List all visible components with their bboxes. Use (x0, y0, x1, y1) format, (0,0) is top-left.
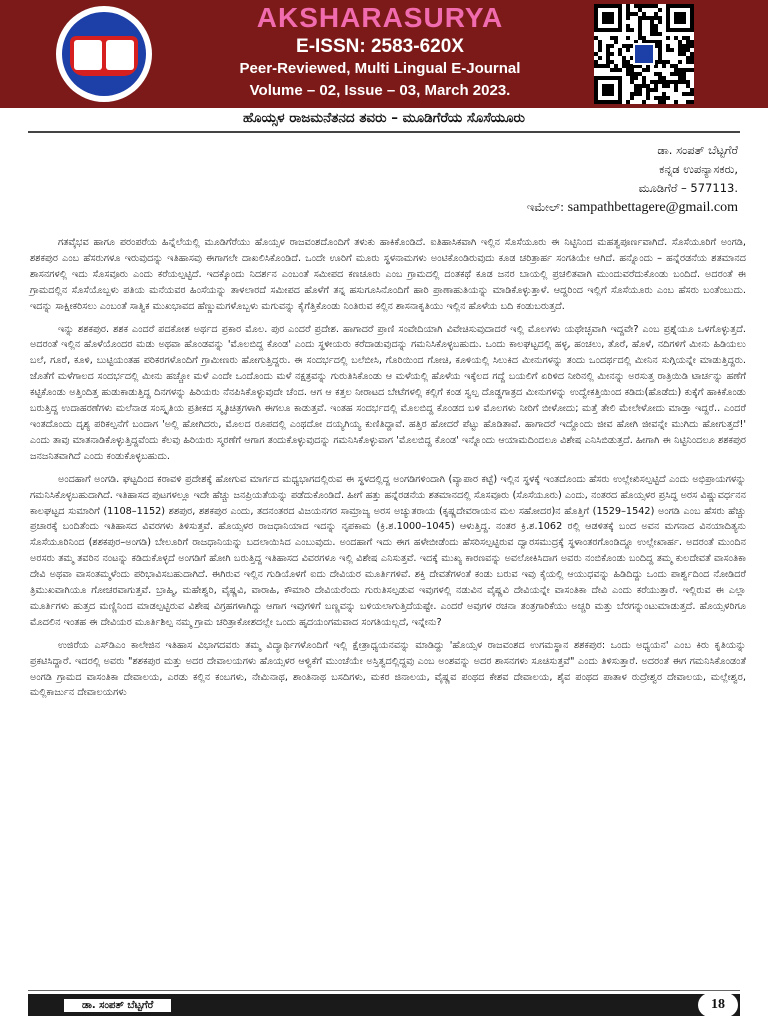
author-designation: ಕನ್ನಡ ಉಪನ್ಯಾಸಕರು, (659, 162, 738, 176)
author-byline (527, 141, 738, 217)
logo-page-right (106, 40, 134, 70)
journal-volume: Volume – 02, Issue – 03, March 2023. (249, 82, 511, 99)
body-paragraph: ಉಜಿರೆಯ ಎಸ್‌ಡಿಎಂ ಕಾಲೇಜಿನ ಇತಿಹಾಸ ವಿಭಾಗದವರು ತಮ್ಮ ವಿದ್ಯಾರ್ಥಿಗಳೊಂದಿಗೆ ಇಲ್ಲಿ ಕ್ಷೇತ್ರಾಧ್ಯಯನವನ್ನು ಮಾಡಿದ್ದು 'ಹೊಯ್ಸಳ ರಾಜವಂಶದ ಉಗಮಸ್ಥಾನ ಶಶಕಪುರ: ಒಂದು ಅಧ್ಯಯನ' ಎಂಬ ಕಿರು ಕೃತಿಯನ್ನು ಪ್ರಕಟಿಸಿದ್ದಾರೆ. ಇದರಲ್ಲಿ ಅವರು "ಶಶಕಪುರ ಮತ್ತು ಅದರ ದೇವಾಲಯಗಳು ಹೊಯ್ಸಳರ ಆಳ್ವಿಕೆಗೆ ಮುಂಚೆಯೇ ಅಸ್ತಿತ್ವದಲ್ಲಿದ್ದವು ಎಂಬ ಅಂಶವನ್ನು ಅದರ ಶಾಸನಗಳು ಸೂಚಿಸುತ್ತವೆ" ಎಂದು ತಿಳಿಸುತ್ತಾರೆ. ಅದರಂತೆ ಈಗ ಗಮನಿಸಿಕೊಂಡಂತೆ ಅಂಗಡಿ ಗ್ರಾಮದ ವಾಸಂತಿಕಾ ದೇವಾಲಯ, ಎರಡು ಕಲ್ಲಿನ ಕಂಬಗಳು, ನೇಮಿನಾಥ, ಶಾಂತಿನಾಥ ಬಸದಿಗಳು, ಮಕರ ಜಿನಾಲಯ, ವೈಷ್ಣವ ಪಂಥದ ಕೇಶವ ದೇವಾಲಯ, ಶೈವ ಪಂಥದ ಪಾತಾಳ ರುದ್ರೇಶ್ವರ ದೇವಾಲಯ, ಮಲ್ಲೇಶ್ವರ, ಮಲ್ಲಿಕಾರ್ಜುನ ದೇವಾಲಯಗಳು (30, 639, 746, 699)
email-label: ಇಮೇಲ್: (526, 200, 564, 214)
author-name: ಡಾ. ಸಂಪತ್ ಬೆಟ್ಟಗೆರೆ (657, 143, 738, 157)
email-address[interactable]: sampathbettagere@gmail.com (567, 200, 738, 215)
footer-divider (28, 990, 740, 991)
footer-author: ಡಾ. ಸಂಪತ್ ಬೆಟ್ಟಗೆರೆ (64, 999, 171, 1012)
author-email-row (527, 198, 738, 217)
journal-tagline: Peer-Reviewed, Multi Lingual E-Journal (239, 60, 521, 77)
author-place: ಮೂಡಿಗೆರೆ – 577113. (638, 181, 738, 195)
body-paragraph: ಅಂದಹಾಗೆ ಅಂಗಡಿ. ಘಟ್ಟದಿಂದ ಕರಾವಳಿ ಪ್ರದೇಶಕ್ಕೆ ಹೋಗುವ ಮಾರ್ಗದ ಮಧ್ಯಭಾಗದಲ್ಲಿರುವ ಈ ಸ್ಥಳದಲ್ಲಿದ್ದ ಅಂಗಡಿಗಳಿಂದಾಗಿ (ವ್ಯಾಪಾರ ಕಟ್ಟೆ) ಇಲ್ಲಿನ ಸ್ಥಳಕ್ಕೆ ಇಂತದೊಂದು ಹೆಸರು ಉಲ್ಲೇಖಿಸಲ್ಪಟ್ಟಿದೆ ಎಂದು ಅಭಿಪ್ರಾಯಗಳನ್ನು ಗಮನಿಸಿಕೊಳ್ಳಬಹುದಾಗಿದೆ. ಇತಿಹಾಸದ ಪುಟಗಳಲ್ಲೂ ಇದೇ ಹೆಚ್ಚು ಜನಪ್ರಿಯತೆಯನ್ನು ಪಡೆದುಕೊಂಡಿದೆ. ಹೀಗೆ ಹತ್ತು ಹನ್ನೆರಡನೆಯ ಶತಮಾನದಲ್ಲಿ ಸೊಸವೂರು (ಸೊಸೆಯೂರು) ಎಂದು, ನಂತರದ ಹೊಯ್ಸಳರ ಪ್ರಸಿದ್ಧ ಅರಸ ವಿಷ್ಣುವರ್ಧನನ ಕಾಲಘಟ್ಟದ ಸುಮಾರಿಗೆ (1108–1152) ಶಶಪುರ, ಶಶಕಪುರ ಎಂದು, ತದನಂತರದ ವಿಜಯನಗರ ಸಾಮ್ರಾಜ್ಯ ಅರಸ ಅಚ್ಯುತರಾಯ (ಕೃಷ್ಣದೇವರಾಯನ ಮಲ ಸಹೋದರ)ನ ಹೊತ್ತಿಗೆ (1529–1542) ಅಂಗಡಿ ಎಂಬ ಹೆಸರು ಹೆಚ್ಚು ಪ್ರಚಾರಕ್ಕೆ ಬಂದಿತೆಂದು ಇತಿಹಾಸದ ವಿವರಗಳು ತಿಳಿಸುತ್ತವೆ. ಹೊಯ್ಸಳರ ರಾಜಧಾನಿಯಾದ ಇದನ್ನು ನೃಪಕಾಮ (ಕ್ರಿ.ಶ.1000–1045) ಆಳುತ್ತಿದ್ದ. ನಂತರ ಕ್ರಿ.ಶ.1062 ರಲ್ಲಿ ಆಡಳಿತಕ್ಕೆ ಬಂದ ಅವನ ಮಗನಾದ ವಿನಯಾದಿತ್ಯನು ಸೊಸೆಯೂರಿನಿಂದ (ಶಶಕಪುರ–ಅಂಗಡಿ) ಬೇಲೂರಿಗೆ ರಾಜಧಾನಿಯನ್ನು ಬದಲಾಯಿಸಿದ ಎಂಬುವುದು. ಅಂದಹಾಗೆ ಇದು ಈಗ ಹಳೇಬೀಡೆಂದು ಹೆಸರಿಸಲ್ಪಟ್ಟಿರುವ ದ್ವಾರಸಮುದ್ರಕ್ಕೆ ಸ್ಥಳಾಂತರಗೊಂಡಿದ್ದೂ ಉಲ್ಲೇಖಾರ್ಹ. ಅದರಂತೆ ಮುಂದಿನ ಅರಸರು ತಮ್ಮ ತವರಿನ ನಂಟನ್ನು ಕಡಿದುಕೊಳ್ಳದೆ ಅಂಗಡಿಗೆ ಹೋಗಿ ಬರುತ್ತಿದ್ದ ಇತಿಹಾಸದ ವಿವರಗಳೂ ಇಲ್ಲಿ ವಿಶೇಷ ಎನಿಸುತ್ತವೆ. ಇದಕ್ಕೆ ಮುಖ್ಯ ಕಾರಣವನ್ನು ಅವಲೋಕಿಸಿದಾಗ ಅವರು ನಂಬಿಕೊಂಡು ಬಂದಿದ್ದ ತಮ್ಮ ಕುಲದೇವತೆ ವಾಸಂತಿಕಾ ದೇವಿ ಅಥವಾ ವಾಸಂತಮ್ಮಳೆಂದು ಪರಿಭಾವಿಸಬಹುದಾಗಿದೆ. ಈಗಿರುವ ಇಲ್ಲಿನ ಗುಡಿಯೊಳಗೆ ಐದು ದೇವಿಯರ ಮೂರ್ತಿಗಳಿವೆ. ಶಕ್ತಿ ದೇವತೆಗಳಂತೆ ಕಂಡು ಬರುವ ಇವು ಕೈಯಲ್ಲಿ ಆಯುಧವನ್ನು ಹಿಡಿದಿದ್ದು ಒಂದು ಪಾರ್ಶ್ವದಿಂದ ನೋಡಿದರೆ ತ್ರಿಮುಖವಾಗಿಯೂ ಗೋಚರವಾಗುತ್ತವೆ. ಬ್ರಾಹ್ಮಿ, ಮಹೇಶ್ವರಿ, ವೈಷ್ಣವಿ, ವಾರಾಹಿ, ಕೌಮಾರಿ ದೇವಿಯರೆಂದು ಗುರುತಿಸಲ್ಪಡುವ ಇವುಗಳಲ್ಲಿ ನಡುವಿನ ವೈಷ್ಣವಿ ದೇವಿಯನ್ನೇ ವಾಸಂತಿಕಾ ದೇವಿ ಎಂದು ಕರೆಯುತ್ತಾರೆ. ಇಲ್ಲಿರುವ ಈ ಎಲ್ಲಾ ಮೂರ್ತಿಗಳು ಹುತ್ತದ ಮಣ್ಣಿನಿಂದ ಮಾಡಲ್ಪಟ್ಟಿರುವ ವಿಶೇಷ ವಿಗ್ರಹಗಳಾಗಿದ್ದು ಆಗಾಗ ಇವುಗಳಿಗೆ ಬಣ್ಣವನ್ನು ಬಳಿಯಲಾಗುತ್ತಿದೆಯಷ್ಟೇ. ಎಂದರೆ ಅವುಗಳ ರಚನಾ ತಂತ್ರಗಾರಿಕೆಯು ಅಚ್ಚರಿ ಮತ್ತು ಬೆರಗನ್ನುಂಟುಮಾಡುತ್ತದೆ. ಹೊಯ್ಸಳರಿಗೂ ಮೊದಲಿನ ಇಂತಹ ಈ ದೇವಿಯರ ಮೂರ್ತಿಶಿಲ್ಪ ನಮ್ಮ ಗ್ರಾಮ ಚರಿತ್ರಾಕೋಶದಲ್ಲೇ ಒಂದು ಹೃದಯಂಗಮವಾದ ಸಂಗತಿಯಲ್ಲದೆ, ಇನ್ನೇನು? (30, 473, 746, 628)
journal-name: AKSHARASURYA (256, 2, 504, 33)
article-body (30, 235, 746, 708)
journal-issn: E-ISSN: 2583-620X (296, 36, 464, 57)
logo-page-left (74, 40, 102, 70)
body-paragraph: ಗತವೈಭವ ಹಾಗೂ ಪರಂಪರೆಯ ಹಿನ್ನೆಲೆಯಲ್ಲಿ ಮೂಡಿಗೆರೆಯು ಹೊಯ್ಸಳ ರಾಜವಂಶದೊಂದಿಗೆ ತಳುಕು ಹಾಕಿಕೊಂಡಿದೆ. ಐತಿಹಾಸಿಕವಾಗಿ ಇಲ್ಲಿನ ಸೊಸೆಯೂರು ಈ ನಿಟ್ಟಿನಿಂದ ಮಹತ್ವಪೂರ್ಣವಾಗಿದೆ. ಸೊಸೆಯೂರಿಗೆ ಅಂಗಡಿ, ಶಶಕಪುರ ಎಂಬ ಹೆಸರುಗಳೂ ಇರುವುದನ್ನು ಇತಿಹಾಸವು ಈಗಾಗಲೇ ದಾಖಲಿಸಿಕೊಂಡಿದೆ. ಒಂದೇ ಊರಿಗೆ ಮೂರು ಸ್ಥಳನಾಮಗಳು ಅಂಟಿಕೊಂಡಿರುವುದು ಕೂಡ ಚರಿತ್ರಾರ್ಹ ಸಂಗತಿಯೇ ಆಗಿದೆ. ಹನ್ನೊಂದು – ಹನ್ನೆರಡನೆಯ ಶತಮಾನದ ಶಾಸನಗಳಲ್ಲಿ ಇದು ಸೊಸವೂರು ಎಂದು ಕರೆಯಲ್ಪಟ್ಟಿದೆ. ಇದಕ್ಕೊಂದು ನಿದರ್ಶನ ಎಂಬಂತೆ ಸಮೀಪದ ಕಣಚೂರು ಎಂಬ ಗ್ರಾಮದಲ್ಲಿ ದಂತಕಥೆ ಕೂಡ ಜನರ ಬಾಯಲ್ಲಿ ಪ್ರಚಲಿತವಾಗಿ ಮುಂದುವರೆದುಕೊಂಡು ಬಂದಿದೆ. ಅದರಂತೆ ಈ ಗ್ರಾಮದಲ್ಲಿನ ಸೊಸೆಯೊಬ್ಬಳು ಪತಿಯ ಮನೆಯವರ ಹಿಂಸೆಯನ್ನು ತಾಳಲಾರದೆ ಸಮೀಪದ ಹೊಳೆಗೆ ತನ್ನ ಹಸುಗೂಸಿನೊಂದಿಗೆ ಹಾರಿ ಪ್ರಾಣಾಹುತಿಯನ್ನು ಮಾಡಿಕೊಳ್ಳುತ್ತಾಳೆ. ಆದ್ದರಿಂದ ಇಲ್ಲಿಗೆ ಸೊಸೆಯೂರು ಎಂಬ ಹೆಸರು ಬಂತೆಂಬುದು. ಇದನ್ನು ಸಾಕ್ಷೀಕರಿಸಲು ಎಂಬಂತೆ ಸಾತ್ವಿಕ ಮುಖಭಾವದ ಹೆಣ್ಣುಮಗಳೊಬ್ಬಳು ಮಗುವನ್ನು ಕೈಗೆತ್ತಿಕೊಂಡು ನಿಂತಿರುವ ಕಲ್ಲಿನ ಶಾಸನಾಕೃತಿಯು ಇಲ್ಲಿನ ಹೊಳೆಯ ಬದಿ ಕಂಡುಬರುತ್ತದೆ. (30, 237, 746, 312)
article-title: ಹೊಯ್ಸಳ ರಾಜಮನೆತನದ ತವರು – ಮೂಡಿಗೆರೆಯ ಸೊಸೆಯೂರು (243, 110, 525, 126)
open-book-logo-icon (56, 6, 152, 102)
body-paragraph: ಇನ್ನು ಶಶಕಪುರ. ಶಶಕ ಎಂದರೆ ಪದಕೋಶ ಅರ್ಥದ ಪ್ರಕಾರ ಮೊಲ. ಪುರ ಎಂದರೆ ಪ್ರದೇಶ. ಹಾಗಾದರೆ ಪ್ರಾಣಿ ಸಂವೇದಿಯಾಗಿ ವಿವೇಚಿಸುವುದಾದರೆ ಇಲ್ಲಿ ಮೊಲಗಳು ಯಥೇಚ್ಛವಾಗಿ ಇದ್ದವೇ? ಎಂಬ ಪ್ರಶ್ನೆಯೂ ಒಳಗೊಳ್ಳುತ್ತದೆ. ಅದರಂತೆ ಇಲ್ಲಿನ ಹೊಳೆಯೊಂದರ ಮಡು ಅಥವಾ ಹೊಂಡವನ್ನು 'ಮೊಲಬಿದ್ದ ಕೊಂಡ' ಎಂದು ಸ್ಥಳೀಯರು ಕರೆದಾಡುವುದನ್ನು ಗಮನಿಸಿಕೊಳ್ಳಬಹುದು. ಒಂದು ಕಾಲಘಟ್ಟದಲ್ಲಿ ಹಳ್ಳ, ಹಂಚಲು, ತೊರೆ, ಹೊಳೆ, ನದಿಗಳಿಗೆ ಮೀನು ಹಿಡಿಯಲು ಬಲೆ, ಗೂರೆ, ಕೂಳಿ, ಬುಟ್ಟಿಯಂತಹ ಪರಿಕರಗಳೊಂದಿಗೆ ಗ್ರಾಮೀಣರು ಹೋಗುತ್ತಿದ್ದರು. ಈ ಸಂದರ್ಭದಲ್ಲಿ ಬಲೆಬೀಸಿ, ಗೊರಿಯಿಂದ ಗೋಚಿ, ಕೂಳಿಯಲ್ಲಿ ಸಿಲುಕಿದ ಮೀನುಗಳನ್ನು ತಂದು ಒಂದರ್ಥದಲ್ಲಿ ಮೀನಿನ ಸುಗ್ಗಿಯನ್ನೇ ಮಾಡುತ್ತಿದ್ದರು. ಜೊತೆಗೆ ಮಳೆಗಾಲದ ಸಂದರ್ಭದಲ್ಲಿ ಮೀನು ಹಚ್ಚೋ ಮಳೆ ಎಂದೇ ಒಂದೊಂದು ಮಳೆ ನಕ್ಷತ್ರವನ್ನು ಗುರುತಿಸಿಕೊಂಡು ಆ ಮಳೆಯಲ್ಲಿ ಹೊಳೆಯ ಇಕ್ಕೆಲದ ಗದ್ದೆ ಬಯಲಿಗೆ ಏರಿಳಿದ ನೀರಿನಲ್ಲಿ ಮೀನನ್ನು ಅರಸುತ್ತ ರಾತ್ರಿಯಿಡಿ ಟಾರ್ಚನ್ನು ಹಣೆಗೆ ಕಟ್ಟಿಕೊಂಡು ಅತ್ತಿಂದಿತ್ತ ಹುಡುಕಾಡುತ್ತಿದ್ದ ದಿನಗಳನ್ನು ಹಿರಿಯರು ನೆನಪಿಸಿಕೊಳ್ಳುವುದೇ ಚೆಂದ. ಆಗ ಆ ಕತ್ತಲ ನೀರಾಟದ ಬೇಟೆಗಳಲ್ಲಿ ಕಲ್ಲಿಗೆ ಕಂಡ ಸ್ವಲ್ಪ ದೊಡ್ಡಗಾತ್ರದ ಮೀನುಗಳನ್ನು ಉದ್ವೇಕತ್ತಿಯಿಂದ ಕಡಿದು(ಹೊಡೆದು) ಕುಕ್ಕೆಗೆ ಹಾಕಿಕೊಂಡು ಬರುತ್ತಿದ್ದ ಉದಾಹರಣೆಗಳು ಮಲೆನಾಡ ಸಂಸ್ಕೃತಿಯ ಪ್ರತೀಕದ ಸ್ಮೃತಿಚಿತ್ರಗಳಾಗಿ ಈಗಲೂ ಕಾಡುತ್ತವೆ. ಇಂತಹ ಸಂದರ್ಭದಲ್ಲಿ ಮೊಲಬಿದ್ದ ಕೊಂಡದ ಬಳಿ ಮೊಲಗಳು ನೀರಿಗೆ ಬೀಳೋದು; ಮತ್ತೆ ತೇಲಿ ಮೇಲೇಳೋದು ಮಾಡ್ತಾ ಇದ್ದರೆ.. ಎಂದರೆ ಇಂತದೊಂದು ದೃಶ್ಯ ಪರಿಕಲ್ಪನೆಗೆ ಬಂದಾಗ 'ಅಲ್ಲಿ ಹೋಗಿದರು, ಮೊಲದ ರೂಪದಲ್ಲಿ ಎಂಥದೋ ದಯ್ಯಗಿಯ್ಯ ಕುಣಿತಿದ್ದಾವೆ. ಹತ್ತಿರ ಹೋದರೆ ಪೆಟ್ಟು ಹೊಡಿತಾವೆ. ಹಾಗಾದರೆ ಇದ್ದೊಂದು ಜೀವ ಹೋಗಿ ಜೀವನ್ನೇ ಮುಗಿದು ಹೋಗುತ್ತದೆ!' ಎಂದು ತಾವು ಮಾತನಾಡಿಕೊಳ್ಳುತ್ತಿದ್ದವೆಂದು ಕೆಲವು ಹಿರಿಯರು ಸ್ಮರಣೆಗೆ ಆಗಾಗ ತಂದುಕೊಳ್ಳುವುದನ್ನು ಗಮನಿಸಿಕೊಳ್ಳುವಾಗ 'ಮೊಲಬಿದ್ದ ಕೊಂಡ' ಇನ್ನೊಂದು ಆಯಾಮದಿಂದಲೂ ವಿಶೇಷ ಎನಿಸಿಬಿಡುತ್ತದೆ. ಹೀಗಾಗಿ ಈ ನಿಟ್ಟಿನಿಂದಲೂ ಶಶಕಪುರ ಜನಜನಿತವಾಗಿದೆ ಎಂದು ಕಂಡುಕೊಳ್ಳಬಹುದು. (30, 323, 746, 462)
page-number: 18 (698, 993, 738, 1017)
title-divider (28, 131, 740, 133)
logo-book (70, 36, 138, 76)
qr-code-icon (594, 4, 694, 104)
